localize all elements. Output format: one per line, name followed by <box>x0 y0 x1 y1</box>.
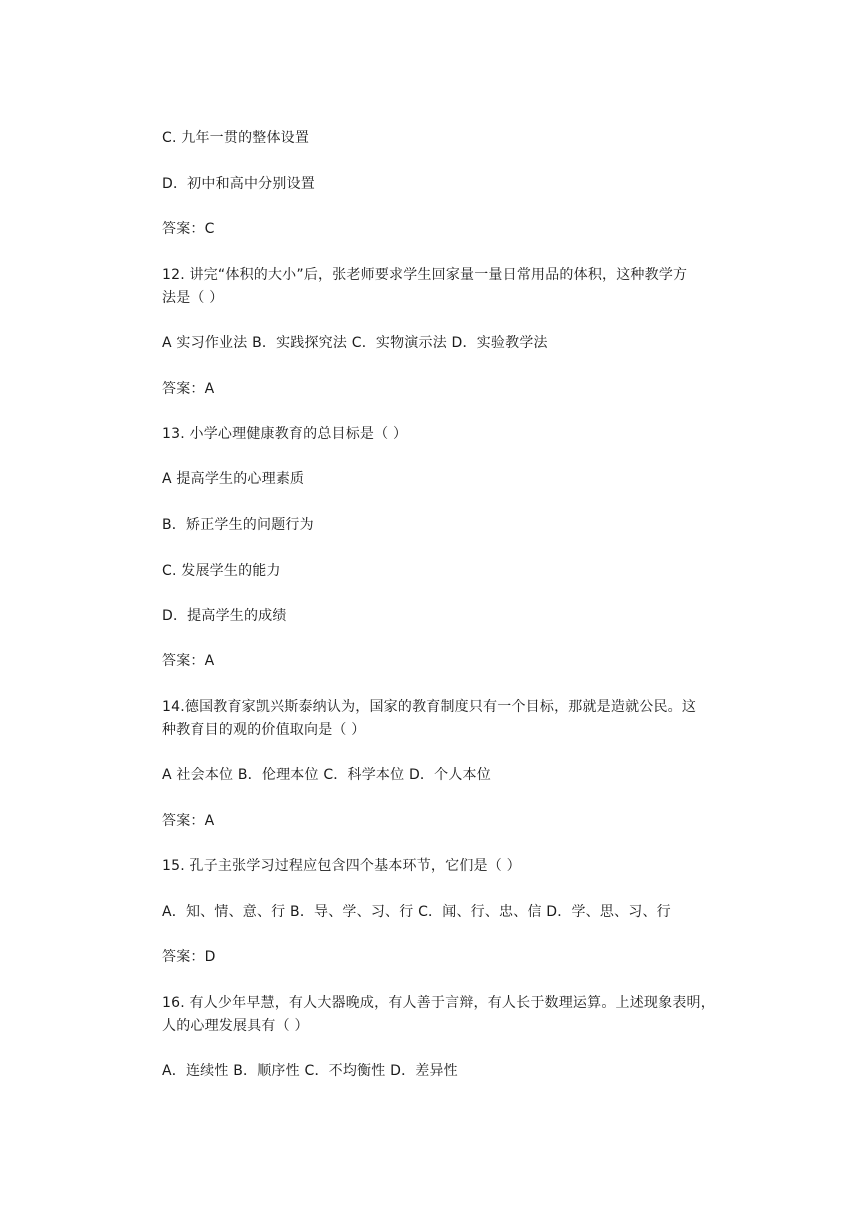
options-q16: A．连续性 B．顺序性 C．不均衡性 D．差异性 <box>162 1063 458 1079</box>
answer-q12: 答案：A <box>162 381 215 397</box>
options-q12: A 实习作业法 B．实践探究法 C．实物演示法 D．实验教学法 <box>162 335 548 351</box>
question-12-line-1: 12. 讲完“体积的大小”后，张老师要求学生回家量一量日常用品的体积，这种教学方 <box>162 267 688 283</box>
option-c-q11: C. 九年一贯的整体设置 <box>162 130 310 146</box>
option-c-q13: C. 发展学生的能力 <box>162 563 281 579</box>
question-14-line-2: 种教育目的观的价值取向是（ ） <box>162 722 366 738</box>
options-q14: A 社会本位 B．伦理本位 C．科学本位 D．个人本位 <box>162 767 491 783</box>
question-15: 15. 孔子主张学习过程应包含四个基本环节，它们是（ ） <box>162 858 521 874</box>
option-a-q13: A 提高学生的心理素质 <box>162 471 305 487</box>
answer-q15: 答案：D <box>162 949 216 965</box>
question-16-line-2: 人的心理发展具有（ ） <box>162 1018 309 1034</box>
question-14-line-1: 14.德国教育家凯兴斯泰纳认为，国家的教育制度只有一个目标，那就是造就公民。这 <box>162 699 697 715</box>
answer-q13: 答案：A <box>162 653 215 669</box>
answer-q14: 答案：A <box>162 813 215 829</box>
question-13: 13. 小学心理健康教育的总目标是（ ） <box>162 426 408 442</box>
question-12-line-2: 法是（ ） <box>162 290 224 306</box>
option-d-q11: D．初中和高中分别设置 <box>162 176 315 192</box>
question-16-line-1: 16. 有人少年早慧，有人大器晚成，有人善于言辩，有人长于数理运算。上述现象表明， <box>162 995 715 1011</box>
option-d-q13: D．提高学生的成绩 <box>162 608 287 624</box>
option-b-q13: B．矫正学生的问题行为 <box>162 517 314 533</box>
options-q15: A．知、情、意、行 B．导、学、习、行 C．闻、行、忠、信 D．学、思、习、行 <box>162 904 671 920</box>
answer-q11: 答案：C <box>162 221 215 237</box>
